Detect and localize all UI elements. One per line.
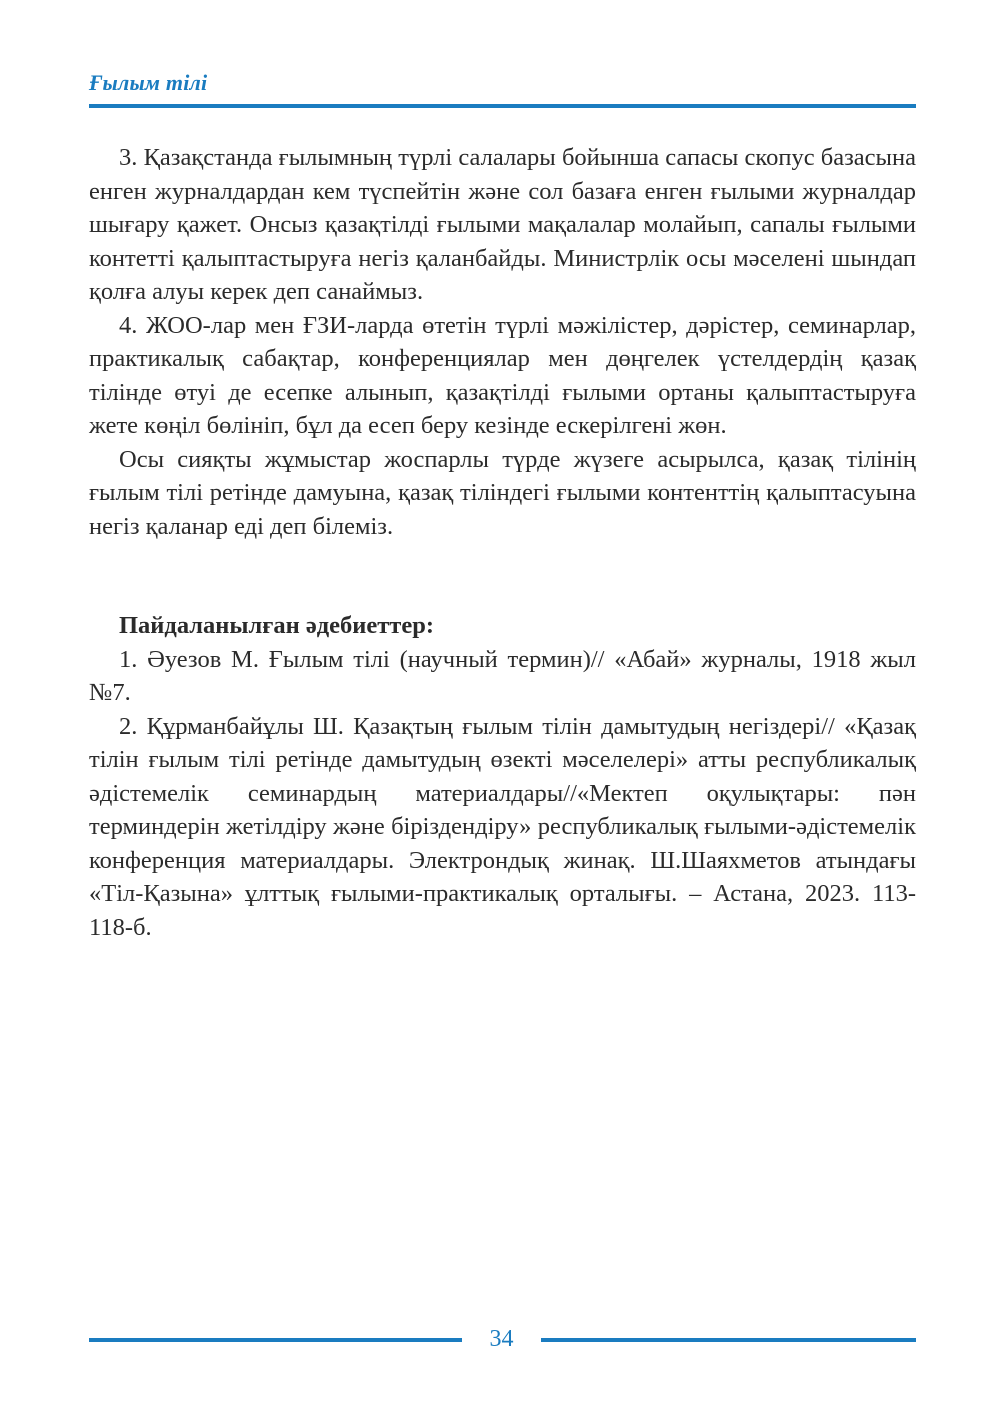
footer-divider-right <box>541 1338 916 1342</box>
body-paragraph-4: 4. ЖОО-лар мен ҒЗИ-ларда өтетін түрлі мәжілістер, дәрістер, семинарлар, практикалық сабақтар, конференциялар мен дөңгелек үстелдердің қазақ тілінде өтуі де есепке алынып, қазақтілді ғылыми ортаны қалыптастыруға жете көңіл бөлініп, бұл да есеп беру кезінде ескерілгені жөн. <box>89 311 916 439</box>
body-paragraph-3: 3. Қазақстанда ғылымның түрлі салалары бойынша сапасы скопус базасына енген журналдардан кем түспейтін және сол базаға енген ғылыми журналдар шығару қажет. Онсыз қазақтілді ғылыми мақалалар молайып, сапалы ғылыми контетті қалыптастыруға негіз қаланбайды. Министрлік осы мәселені шындап қолға алуы керек деп санаймыз. <box>89 144 916 305</box>
running-header-title: Ғылым тілі <box>89 70 208 95</box>
header-divider <box>89 104 916 108</box>
footer-divider-left <box>89 1338 462 1342</box>
reference-item-2: 2. Құрманбайұлы Ш. Қазақтың ғылым тілін дамытудың негіздері// «Қазақ тілін ғылым тілі ретінде дамытудың өзекті мәселелері» атты республикалық әдістемелік семинардың материалдары//«Мектеп оқулықтары: пән терминдерін жетілдіру және біріздендіру» республикалық ғылыми-әдістемелік конференция материалдары. Электрондық жинақ. Ш.Шаяхметов атындағы «Тіл-Қазына» ұлттық ғылыми-практикалық орталығы. – Астана, 2023. 113-118-б. <box>89 712 916 941</box>
references-heading: Пайдаланылған әдебиеттер: <box>119 612 434 639</box>
page-number: 34 <box>489 1326 514 1352</box>
reference-item-1: 1. Әуезов М. Ғылым тілі (научный термин)// «Абай» журналы, 1918 жыл №7. <box>89 645 916 706</box>
body-paragraph-conclusion: Осы сияқты жұмыстар жоспарлы түрде жүзеге асырылса, қазақ тілінің ғылым тілі ретінде дамуына, қазақ тіліндегі ғылыми контенттің қалыптасуына негіз қаланар еді деп білеміз. <box>89 445 916 540</box>
page-content <box>89 141 916 944</box>
section-spacer <box>89 543 916 609</box>
